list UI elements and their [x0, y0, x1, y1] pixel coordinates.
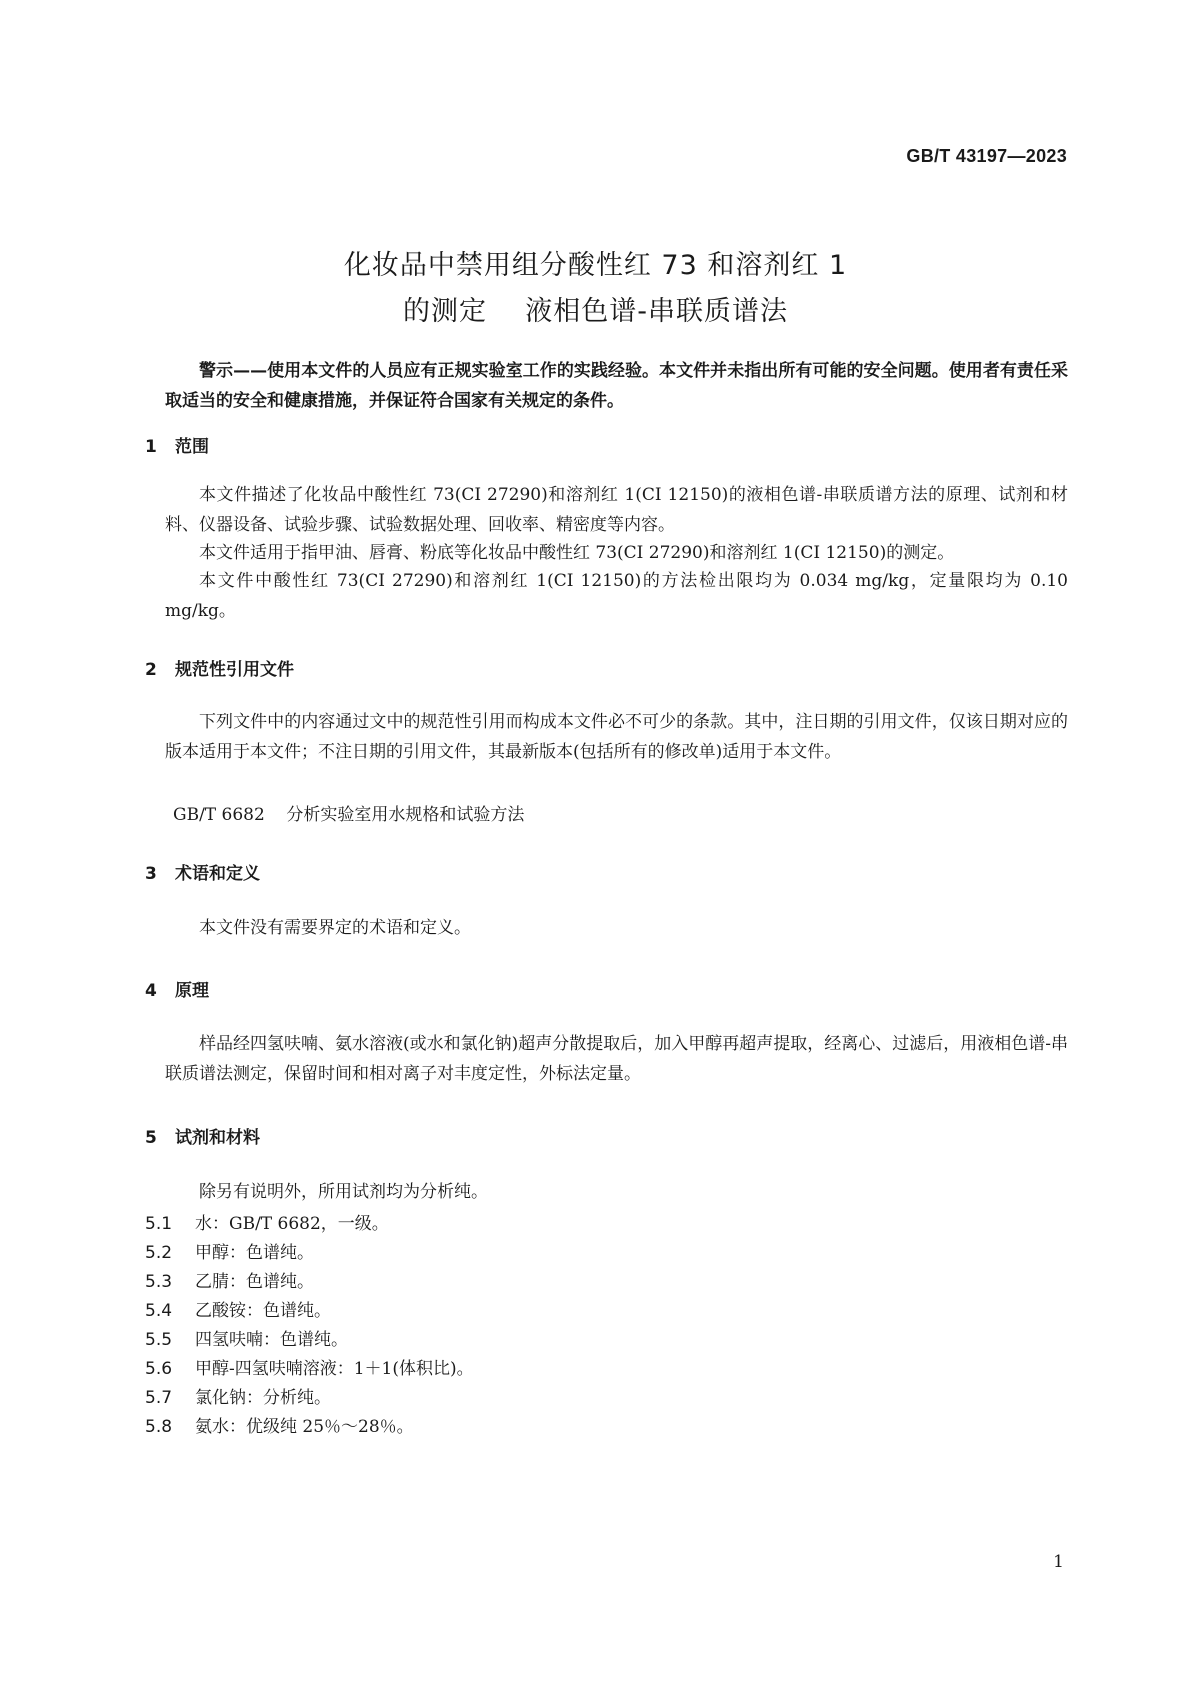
reagent-item [145, 1412, 414, 1437]
section-5-heading [145, 1123, 260, 1148]
standard-code: GB/T 43197—2023 [906, 146, 1067, 166]
reagent-item-number: 5.4 [145, 1301, 173, 1321]
reagent-item-text: 甲醇-四氢呋喃溶液：1＋1(体积比)。 [195, 1359, 474, 1379]
reagent-item-text: 氨水：优级纯 25％～28％。 [195, 1417, 414, 1437]
section-1-paragraph-1: 本文件描述了化妆品中酸性红 73(CI 27290)和溶剂红 1(CI 12150)的液相色谱-串联质谱方法的原理、试剂和材料、仪器设备、试验步骤、试验数据处理、回收率、精密度等内容。 [165, 485, 1068, 535]
section-2-number: 2 [145, 660, 157, 680]
reagent-item-number: 5.2 [145, 1243, 173, 1263]
reagent-item-text: 乙酸铵：色谱纯。 [195, 1301, 331, 1321]
section-3-paragraph-1: 本文件没有需要界定的术语和定义。 [199, 918, 471, 938]
reagent-item-number: 5.3 [145, 1272, 173, 1292]
section-5-title: 试剂和材料 [175, 1128, 260, 1148]
reagent-item-number: 5.6 [145, 1359, 173, 1379]
reagent-item [145, 1238, 314, 1263]
reagent-item-number: 5.8 [145, 1417, 173, 1437]
section-4-title: 原理 [175, 981, 209, 1001]
reagent-item-text: 四氢呋喃：色谱纯。 [195, 1330, 348, 1350]
reagent-item-number: 5.7 [145, 1388, 173, 1408]
reagent-item-text: 甲醇：色谱纯。 [195, 1243, 314, 1263]
page-number: 1 [1053, 1552, 1064, 1572]
section-2-heading [145, 655, 294, 680]
section-4-paragraph-1: 样品经四氢呋喃、氨水溶液(或水和氯化钠)超声分散提取后，加入甲醇再超声提取，经离心、过滤后，用液相色谱-串联质谱法测定，保留时间和相对离子对丰度定性，外标法定量。 [165, 1034, 1069, 1084]
document-title-line-2: 的测定 液相色谱-串联质谱法 [402, 296, 789, 327]
reagent-item [145, 1209, 389, 1234]
normative-reference-item: GB/T 6682 分析实验室用水规格和试验方法 [173, 805, 525, 825]
reagent-item-number: 5.1 [145, 1214, 173, 1234]
reagent-item [145, 1325, 348, 1350]
section-1-heading [145, 432, 209, 457]
warning-paragraph: 警示——使用本文件的人员应有正规实验室工作的实践经验。本文件并未指出所有可能的安全问题。使用者有责任采取适当的安全和健康措施，并保证符合国家有关规定的条件。 [165, 361, 1068, 411]
section-4-number: 4 [145, 981, 157, 1001]
section-1-title: 范围 [175, 437, 209, 457]
reagent-item [145, 1296, 331, 1321]
reagent-item-text: 氯化钠：分析纯。 [195, 1388, 331, 1408]
section-3-number: 3 [145, 864, 157, 884]
section-1-paragraph-2: 本文件适用于指甲油、唇膏、粉底等化妆品中酸性红 73(CI 27290)和溶剂红 1(CI 12150)的测定。 [199, 543, 955, 563]
section-2-title: 规范性引用文件 [175, 660, 294, 680]
section-3-title: 术语和定义 [175, 864, 260, 884]
reagent-item-text: 乙腈：色谱纯。 [195, 1272, 314, 1292]
reagent-item [145, 1354, 474, 1379]
document-title-line-1: 化妆品中禁用组分酸性红 73 和溶剂红 1 [343, 250, 848, 281]
reagent-item-number: 5.5 [145, 1330, 173, 1350]
section-1-paragraph-3: 本文件中酸性红 73(CI 27290)和溶剂红 1(CI 12150)的方法检出限均为 0.034 mg/kg，定量限均为 0.10 mg/kg。 [165, 571, 1068, 621]
reagent-item-text: 水：GB/T 6682，一级。 [195, 1214, 389, 1234]
section-5-number: 5 [145, 1128, 157, 1148]
section-3-heading [145, 859, 260, 884]
reagent-item [145, 1383, 331, 1408]
section-2-paragraph-1: 下列文件中的内容通过文中的规范性引用而构成本文件必不可少的条款。其中，注日期的引用文件，仅该日期对应的版本适用于本文件；不注日期的引用文件，其最新版本(包括所有的修改单)适用于本文件。 [165, 712, 1068, 762]
section-4-heading [145, 976, 209, 1001]
section-1-number: 1 [145, 437, 157, 457]
section-5-intro: 除另有说明外，所用试剂均为分析纯。 [199, 1182, 488, 1202]
reagent-item [145, 1267, 314, 1292]
